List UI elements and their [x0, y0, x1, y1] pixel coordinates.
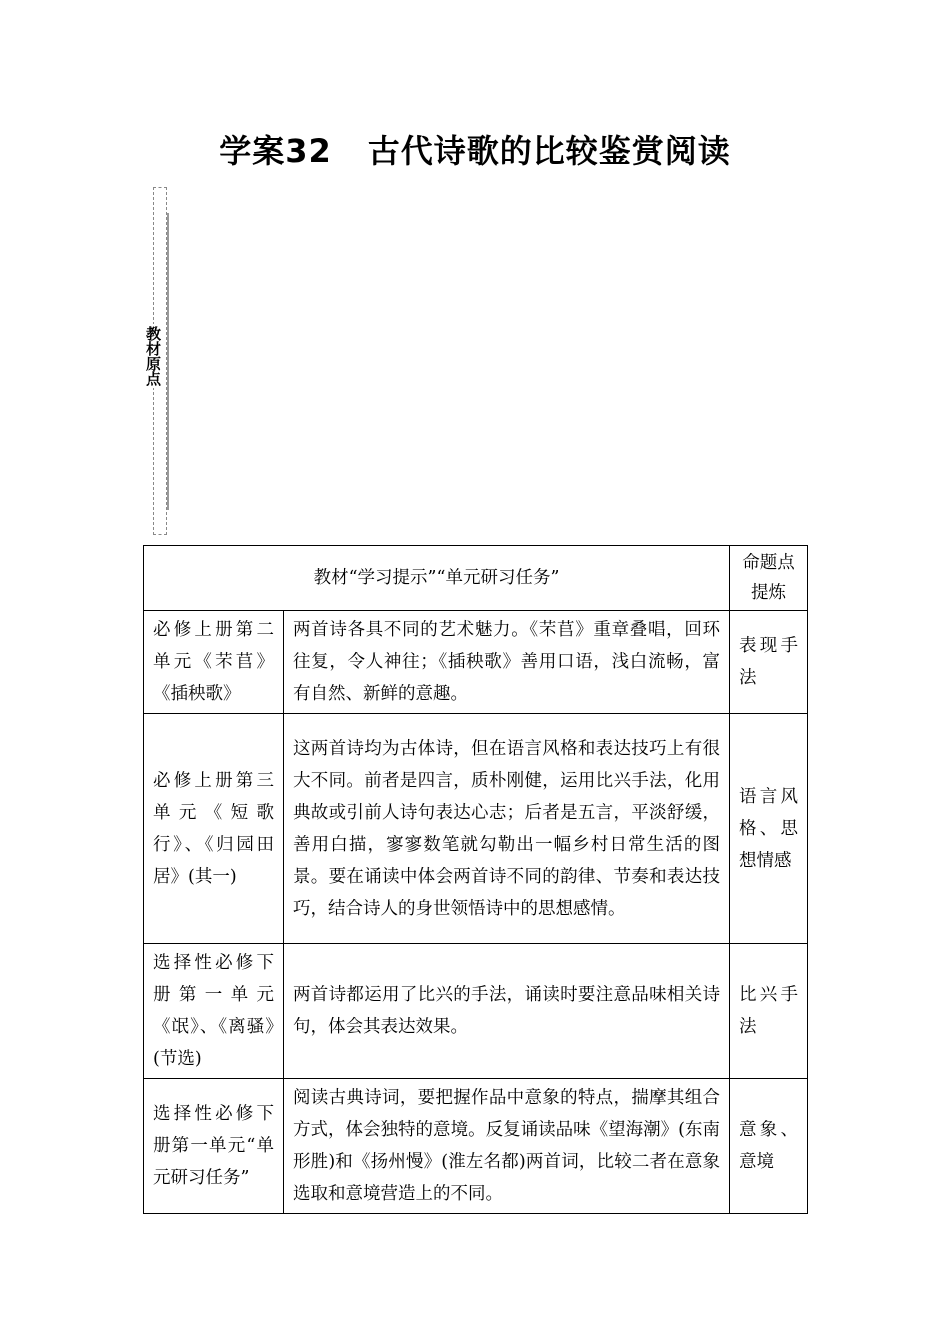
side-tab-rule	[167, 213, 169, 510]
row-point: 表现手法	[730, 611, 808, 714]
row-source: 选择性必修下册第一单元“单元研习任务”	[144, 1079, 284, 1214]
side-tab-label: 教材原点	[144, 326, 162, 386]
row-content: 两首诗各具不同的艺术魅力。《芣苢》重章叠唱，回环往复，令人神往；《插秧歌》善用口语，浅白流畅，富有自然、新鲜的意趣。	[284, 611, 730, 714]
row-content: 阅读古典诗词，要把握作品中意象的特点，揣摩其组合方式，体会独特的意境。反复诵读品味《望海潮》(东南形胜)和《扬州慢》(淮左名都)两首词，比较二者在意象选取和意境营造上的不同。	[284, 1079, 730, 1214]
row-source: 必修上册第三单元《短歌行》、《归园田居》(其一)	[144, 714, 284, 944]
table-header-row	[144, 546, 808, 611]
row-source: 必修上册第二单元《芣苢》《插秧歌》	[144, 611, 284, 714]
title-topic: 古代诗歌的比较鉴赏阅读	[367, 132, 731, 170]
table-row	[144, 1079, 808, 1214]
table-row	[144, 611, 808, 714]
header-main: 教材“学习提示”“单元研习任务”	[144, 546, 730, 611]
row-content: 这两首诗均为古体诗，但在语言风格和表达技巧上有很大不同。前者是四言，质朴刚健，运用比兴手法，化用典故或引前人诗句表达心志；后者是五言，平淡舒缓，善用白描，寥寥数笔就勾勒出一幅乡村日常生活的图景。要在诵读中体会两首诗不同的韵律、节奏和表达技巧，结合诗人的身世领悟诗中的思想感情。	[284, 714, 730, 944]
row-point: 意象、意境	[730, 1079, 808, 1214]
header-side: 命题点提炼	[730, 546, 808, 611]
table-row	[144, 944, 808, 1079]
textbook-table	[143, 545, 808, 1214]
row-point: 比兴手法	[730, 944, 808, 1079]
row-source: 选择性必修下册第一单元《氓》、《离骚》(节选)	[144, 944, 284, 1079]
page-title	[0, 126, 950, 172]
row-point: 语言风格、思想情感	[730, 714, 808, 944]
row-content: 两首诗都运用了比兴的手法，诵读时要注意品味相关诗句，体会其表达效果。	[284, 944, 730, 1079]
table-row	[144, 714, 808, 944]
title-lesson: 学案32	[219, 132, 332, 170]
